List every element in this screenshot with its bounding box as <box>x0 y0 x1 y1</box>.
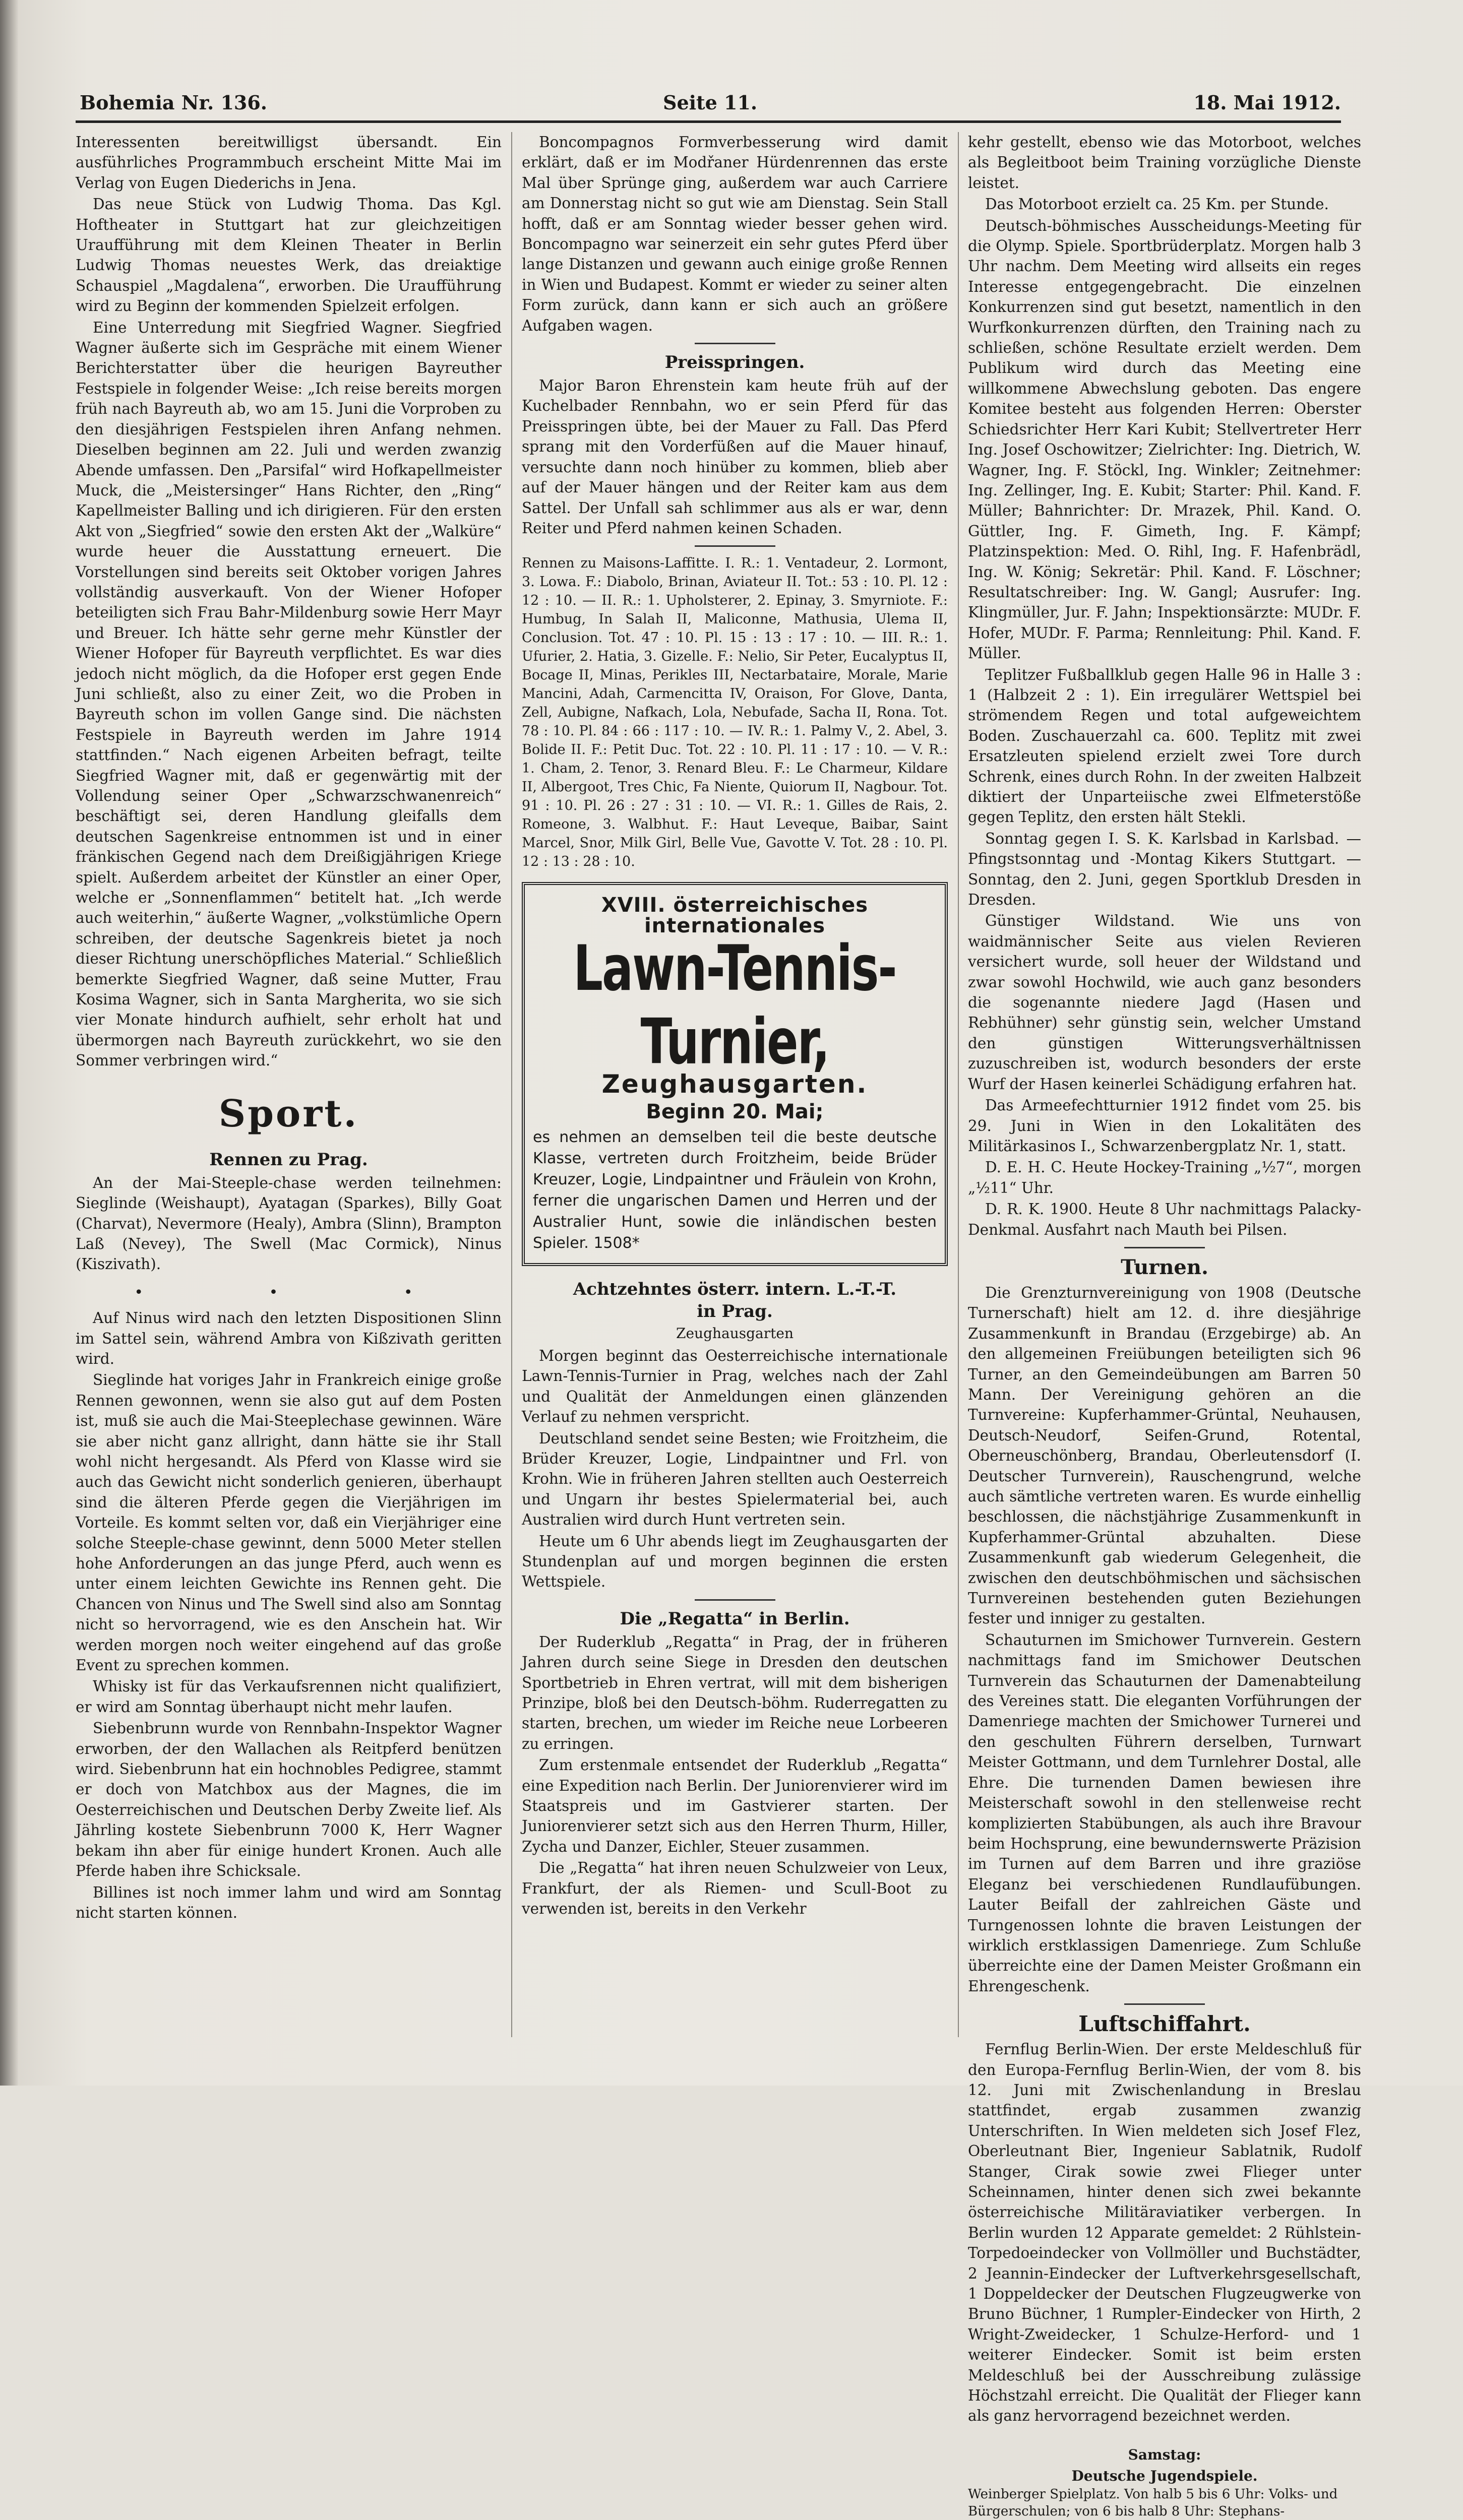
article-siebenbrunn: Siebenbrunn wurde von Rennbahn-Inspektor Wagner erworben, der den Wallachen als Reitpferd benützen wird. Siebenbrunn hat ein hochnobles Pedigree, stammt er doch von Matchbox aus der Magnes, die im Oesterreichischen und Deutschen Derby Zweite lief. Als Jährling kostete Siebenbrunn 7000 K, Herr Wagner bekam ihn aber für einige hundert Kronen. Auch alle Pferde haben ihre Schicksale. <box>76 1720 502 1880</box>
article-ninus: Auf Ninus wird nach den letzten Dispositionen Slinn im Sattel sein, während Ambra von Kißzivath geritten wird. <box>76 1309 502 1367</box>
heading-achtzehntes: Achtzehntes österr. intern. L.-T.-T. <box>573 1279 897 1299</box>
article-whisky: Whisky ist für das Verkaufsrennen nicht qualifiziert, er wird am Sonntag überhaupt nicht mehr laufen. <box>76 1678 502 1716</box>
divider <box>695 545 775 547</box>
divider <box>1124 2003 1205 2005</box>
article-drk: D. R. K. 1900. Heute 8 Uhr nachmittags Palacky-Denkmal. Ausfahrt nach Mauth bei Pilsen. <box>968 1201 1361 1238</box>
article-regatta-1: Der Ruderklub „Regatta“ in Prag, der in früheren Jahren durch seine Siege in Dresden den deutschen Sportbetrieb in Ehren vertrat, will mit dem bisherigen Prinzipe, bloß bei den Deutsch-böhm. Ruderregatten zu starten, brechen, um wieder im Reiche neue Lorbeeren zu erringen. <box>522 1633 948 1752</box>
article-wildstand: Günstiger Wildstand. Wie uns von waidmännischer Seite aus vielen Revieren versichert wurde, soll heuer der Wildstand und zwar sowohl Hochwild, wie auch ganz besonders die sogenannte niedere Jagd (Hasen und Rebhühner) sehr günstig sein, welcher Umstand den günstigen Witterungsverhältnissen zuzuschreiben ist, wodurch besonders der erste Wurf der Hasen keinerlei Schädigung erfahren hat. <box>968 912 1361 1093</box>
article-continuation: Interessenten bereitwilligst übersandt. Ein ausführliches Programmbuch erscheint Mitte Mai im Verlag von Eugen Diederichs in Jena. <box>76 134 502 192</box>
article-regatta-3: Die „Regatta“ hat ihren neuen Schulzweier von Leux, Frankfurt, der als Riemen- und Scull-Boot zu verwenden ist, bereits in den Verkehr <box>522 1859 948 1918</box>
article-boncompagno: Boncompagnos Formverbesserung wird damit erklärt, daß er im Modřaner Hürdenrennen das erste Mal über Sprünge ging, außerdem war auch Carriere am Donnerstag nicht so gut wie am Dienstag. Sein Stall hofft, daß er am Sonntag wieder besser gehen wird. Boncompagno war seinerzeit ein sehr gutes Pferd über lange Distanzen und gewann auch einige große Rennen in Wien und Budapest. Kommt er wieder zu seiner alten Form zurück, dann kann er sich auch an größere Aufgaben wagen. <box>522 134 948 334</box>
column-2 <box>522 132 948 2047</box>
separator-stars: • • • <box>134 1283 473 1301</box>
article-regatta-2: Zum erstenmale entsendet der Ruderklub „Regatta“ eine Expedition nach Berlin. Der Juniorenvierer wird im Staatspreis und im Gastvierer starten. Der Juniorenvierer setzt sich aus den Herren Thurm, Hiller, Zycha und Danzer, Eichler, Steuer zusammen. <box>522 1756 948 1855</box>
article-fussball: Teplitzer Fußballklub gegen Halle 96 in Halle 3 : 1 (Halbzeit 2 : 1). Ein irregulärer Wettspiel bei strömendem Regen und total aufgeweichtem Boden. Zuschauerzahl ca. 600. Teplitz mit zwei Ersatzleuten spielend erzielt zwei Tore durch Schrenk, eines durch Rohn. In der zweiten Halbzeit diktiert der Unparteiische zwei Elfmeterstöße gegen Teplitz, den ersten hält Stekli. <box>968 666 1361 826</box>
binding-edge <box>0 0 18 2086</box>
article-armeefecht: Das Armeefechtturnier 1912 findet vom 25. bis 29. Juni in Wien in den Lokalitäten des Militärkasinos I., Schwarzenbergplatz Nr. 1, statt. <box>968 1097 1361 1155</box>
race-results: Rennen zu Maisons-Laffitte. I. R.: 1. Ventadeur, 2. Lormont, 3. Lowa. F.: Diabolo, Brinan, Aviateur II. Tot.: 53 : 10. Pl. 12 : 12 : 10. — II. R.: 1. Upholsterer, 2. Epinay, 3. Smyrniote. F.: Humbug, In Salah II, Maliconne, Mathusia, Ulema II, Conclusion. Tot. 47 : 10. Pl. 15 : 13 : 17 : 10. — III. R.: 1. Ufurier, 2. Hatia, 3. Gizelle. F.: Nelio, Sir Peter, Eucalyptus II, Bocage II, Minas, Perikles III, Nectarbataire, Morale, Marie Mancini, Adah, Carmencitta IV, Oraison, For Glove, Danta, Zell, Aubigne, Nafkach, Lola, Nebufade, Sacha II, Rona. Tot. 78 : 10. Pl. 84 : 66 : 117 : 10. — IV. R.: 1. Palmy V., 2. Abel, 3. Bolide II. F.: Petit Duc. Tot. 22 : 10. Pl. 11 : 17 : 10. — V. R.: 1. Cham, 2. Tenor, 3. Renard Bleu. F.: Le Charmeur, Kildare II, Albergoot, Tres Chic, Fa Niente, Quiorum II, Nagbour. Tot. 91 : 10. Pl. 26 : 27 : 31 : 10. — VI. R.: 1. Gilles de Rais, 2. Romeone, 3. Walbhut. F.: Haut Leveque, Baibar, Saint Marcel, Snor, Milk Girl, Belle Vue, Gavotte V. Tot. 28 : 10. Pl. 12 : 13 : 28 : 10. <box>522 555 948 870</box>
ad-start: Beginn 20. Mai; <box>646 1100 824 1123</box>
section-title-sport: Sport. <box>218 1092 359 1136</box>
article-tennis-1: Morgen beginnt das Oesterreichische internationale Lawn-Tennis-Turnier in Prag, welches nach der Zahl und Qualität der Anmeldungen einen glänzenden Verlauf zu nehmen verspricht. <box>522 1347 948 1426</box>
article-wagner: Eine Unterredung mit Siegfried Wagner. Siegfried Wagner äußerte sich im Gespräche mit einem Wiener Berichterstatter über die heurigen Bayreuther Festspiele in folgender Weise: „Ich reise bereits morgen früh nach Bayreuth ab, wo am 15. Juni die Vorproben zu den diesjährigen Festspielen ihren Anfang nehmen. Dieselben beginnen am 22. Juli und werden zwanzig Abende umfassen. Den „Parsifal“ wird Hofkapellmeister Muck, die „Meistersinger“ Hans Richter, den „Ring“ Kapellmeister Balling und ich dirigieren. Für den ersten Akt von „Siegfried“ sowie den ersten Akt der „Walküre“ wurde heuer die Ausstattung erneuert. Die Vorstellungen sind bereits seit Oktober vorigen Jahres vollständig ausverkauft. Von der Wiener Hofoper beteiligten sich Frau Bahr-Mildenburg sowie Herr Mayr und Breuer. Ich hätte sehr gerne mehr Künstler der Wiener Hofoper für Bayreuth verpflichtet. Es war dies jedoch nicht möglich, da die Hofoper erst gegen Ende Juni schließt, also zu einer Zeit, wo die Proben in Bayreuth schon im vollen Gange sind. Die nächsten Festspiele in Bayreuth werden im Jahre 1914 stattfinden.“ Nach eigenen Arbeiten befragt, teilte Siegfried Wagner mit, daß er gegenwärtig mit der Vollendung seiner Oper „Schwarzschwanenreich“ beschäftigt sei, deren Handlung gleifalls dem deutschen Sagenkreise entnommen ist und in einer fränkischen Gegend nach dem Dreißigjährigen Kriege spielt. Außerdem arbeitet der Künstler an einer Oper, welche er „Sonnenflammen“ betitelt hat. „Ich werde auch weiterhin,“ äußerte Wagner, „volkstümliche Opern schreiben, der deutsche Sagenkreis bietet ja noch dieser Richtung unerschöpfliches Material.“ Schließlich bemerkte Siegfried Wagner, daß seine Mutter, Frau Kosima Wagner, sich in Santa Margherita, wo sie sich vier Monate hindurch aufhielt, sehr erholt hat und übermorgen nach Bayreuth zurückkehrt, wo sie den Sommer verbringen wird.“ <box>76 319 502 1069</box>
section-title-turnen: Turnen. <box>1121 1255 1208 1279</box>
divider <box>695 1599 775 1601</box>
article-motorboot: kehr gestellt, ebenso wie das Motorboot, welches als Begleitboot beim Training vorzügliche Dienste leistet. <box>968 134 1361 192</box>
heading-preisspringen: Preisspringen. <box>664 352 805 373</box>
subheading-zeughausgarten: Zeughausgarten <box>676 1325 794 1342</box>
column-rule-1 <box>511 132 512 2037</box>
article-billines: Billines ist noch immer lahm und wird am Sonntag nicht starten können. <box>76 1883 502 1921</box>
page-header <box>76 88 1341 123</box>
heading-rennen-prag: Rennen zu Prag. <box>209 1149 368 1170</box>
article-sieglinde: Sieglinde hat voriges Jahr in Frankreich einige große Rennen gewonnen, wenn sie also gut auf dem Posten ist, muß sie auch die Mai-Steeplechase gewinnen. Wäre sie aber nicht ganz allright, dann hätte sie ihr Stall wohl nicht hergesandt. Als Pferd von Klasse wird sie auch das Gewicht nicht sonderlich genieren, überhaupt sind die älteren Pferde gegen die Vierjährigen im Vorteile. Es kommt selten vor, daß ein Vierjähriger eine solche Steeple-chase gewinnt, denn 5000 Meter stellen hohe Anforderungen an das junge Pferd, auch wenn es unter einem leichten Gewichte ins Rennen geht. Die Chancen von Ninus und The Swell sind also am Sonntag nicht so hervorragend, wie es den Anschein hat. Wir werden morgen noch weiter eingehend auf das große Event zu sprechen kommen. <box>76 1371 502 1674</box>
ad-title: Lawn-Tennis-Turnier, <box>573 932 896 1079</box>
article-tennis-3: Heute um 6 Uhr abends liegt im Zeughausgarten der Stundenplan auf und morgen beginnen die ersten Wettspiele. <box>522 1532 948 1591</box>
divider <box>1124 1247 1205 1248</box>
jugendspiele-schedule <box>968 2446 1361 2520</box>
heading-in-prag: in Prag. <box>697 1301 773 1321</box>
ad-text <box>533 1127 937 1254</box>
ad-line-1: XVIII. österreichisches internationales <box>601 894 869 937</box>
article-fernflug: Fernflug Berlin-Wien. Der erste Meldeschluß für den Europa-Fernflug Berlin-Wien, der vom 8. bis 12. Juni mit Zwischenlandung in Breslau stattfindet, ergab zusammen zwanzig Unterschriften. In Wien meldeten sich Josef Flez, Oberleutnant Bier, Ingenieur Sablatnik, Rudolf Stanger, Cirak sowie zwei Flieger unter Scheinnamen, hinter denen sich zwei bekannte österreichische Militäraviatiker verbergen. In Berlin wurden 12 Apparate gemeldet: 2 Rühlstein-Torpedoeindecker von Vollmöller und Buchstädter, 2 Jeannin-Eindecker der Luftverkehrsgesellschaft, 1 Doppeldecker der Deutschen Flugzeugwerke von Bruno Büchner, 1 Rumpler-Eindecker von Hirth, 2 Wright-Zweidecker, 1 Schulze-Herford- und 1 weiterer Eindecker. Somit ist beim ersten Meldeschluß bei der Ausschreibung zulässige Höchstzahl erreicht. Die Qualität der Flieger kann als ganz hervorragend bezeichnet werden. <box>968 2041 1361 2425</box>
article-tennis-2: Deutschland sendet seine Besten; wie Froitzheim, die Brüder Kreuzer, Logie, Lindpaintner und Frl. von Krohn. Wie in früheren Jahren stellten auch Oesterreich und Ungarn ihr bestes Spielermaterial bei, auch Australien wird durch Hunt vertreten sein. <box>522 1429 948 1529</box>
article-motorboot-speed: Das Motorboot erzielt ca. 25 Km. per Stunde. <box>985 196 1329 213</box>
ad-venue: Zeughausgarten. <box>601 1069 868 1099</box>
issue-number: Bohemia Nr. 136. <box>80 91 268 114</box>
article-steeplechase: An der Mai-Steeple-chase werden teilnehmen: Sieglinde (Weishaupt), Ayatagan (Sparkes), Billy Goat (Charvat), Nevermore (Healy), Ambra (Slinn), Brampton Laß (Nevey), The Swell (Mac Cormick), Ninus (Kiszivath). <box>76 1174 502 1273</box>
schedule-day: Samstag: <box>1128 2446 1201 2463</box>
issue-date: 18. Mai 1912. <box>1193 91 1341 114</box>
article-schauturnen: Schauturnen im Smichower Turnverein. Gestern nachmittags fand im Smichower Deutschen Turnverein das Schauturnen der Damenabteilung des Vereines statt. Die eleganten Vorführungen der Damenriege machten der Smichower Turnerei und den geschulten Führern derselben, Turnwart Meister Gottmann, und dem Turnlehrer Dostal, alle Ehre. Die turnenden Damen bewiesen ihre Meisterschaft sowohl in den stellenweise recht komplizierten Stabübungen, als auch ihre Bravour beim Hochsprung, eine bewundernswerte Präzision im Turnen auf dem Barren und ihre graziöse Eleganz bei verschiedenen Rundlaufübungen. Lauter Beifall der zahlreichen Gäste und Turngenossen lohnte die braven Leistungen der wirklich erstklassigen Damenriege. Zum Schluße überreichte eine der Damen Meister Großmann ein Ehrengeschenk. <box>968 1631 1361 1995</box>
schedule-item: Weinberger Spielplatz. Von halb 5 bis 6 Uhr: Volks- und Bürgerschulen; von 6 bis halb 8 Uhr: Stephans- <box>968 2486 1338 2519</box>
column-1 <box>76 132 502 2047</box>
article-grenzturn: Die Grenzturnvereinigung von 1908 (Deutsche Turnerschaft) hielt am 12. d. ihre diesjährige Zusammenkunft in Brandau (Erzgebirge) ab. An den allgemeinen Freiübungen beteiligten sich 96 Turner, an den Gemeindeübungen am Barren 50 Mann. Der Vereinigung gehören an die Turnvereine: Kupferhammer-Grüntal, Neuhausen, Deutsch-Neudorf, Seifen-Grund, Rotental, Oberneuschönberg, Brandau, Oberleutensdorf (I. Deutscher Turnverein), Rauschengrund, welche auch sämtliche vertreten waren. Es wurde einhellig beschlossen, die nächstjährige Zusammenkunft in Kupferhammer-Grüntal abzuhalten. Diese Zusammenkunft gab wiederum Gelegenheit, die zwischen den deutschböhmischen und sächsischen Turnvereinen bestehenden guten Beziehungen fester und inniger zu gestalten. <box>968 1284 1361 1627</box>
article-preisspringen: Major Baron Ehrenstein kam heute früh auf der Kuchelbader Rennbahn, wo er sein Pferd für das Preisspringen übte, bei der Mauer zu Fall. Das Pferd sprang mit den Vorderfüßen auf die Mauer hinauf, versuchte dann noch hinüber zu kommen, blieb aber auf der Mauer hängen und der Reiter kam aus dem Sattel. Der Unfall sah schlimmer aus als er war, denn Reiter und Pferd nahmen keinen Schaden. <box>522 377 948 537</box>
heading-regatta: Die „Regatta“ in Berlin. <box>620 1608 850 1629</box>
advertisement-tennis <box>522 882 948 1266</box>
article-fussball-schedule: Sonntag gegen I. S. K. Karlsbad in Karlsbad. — Pfingstsonntag und -Montag Kikers Stuttgart. — Sonntag, den 2. Juni, gegen Sportklub Dresden in Dresden. <box>968 830 1361 909</box>
column-3 <box>968 132 1361 2519</box>
ad-body: es nehmen an demselben teil die beste deutsche Klasse, vertreten durch Froitzheim, beide Brüder Kreuzer, Logie, Lindpaintner und Fräulein von Krohn, ferner die ungarischen Damen und Herren und der Australier Hunt, sowie die inländischen besten Spieler. <box>533 1128 937 1252</box>
article-thoma: Das neue Stück von Ludwig Thoma. Das Kgl. Hoftheater in Stuttgart hat zur gleichzeitigen Uraufführung mit dem Kleinen Theater in Berlin Ludwig Thomas neuestes Werk, das dreiaktige Schauspiel „Magdalena“, erworben. Die Uraufführung wird zu Beginn der kommenden Spielzeit erfolgen. <box>76 196 502 315</box>
divider <box>695 343 775 344</box>
column-rule-2 <box>958 132 959 2037</box>
article-hockey: D. E. H. C. Heute Hockey-Training „½7“, morgen „½11“ Uhr. <box>968 1159 1361 1196</box>
ad-code: 1508* <box>593 1234 640 1252</box>
page-number: Seite 11. <box>663 91 758 114</box>
section-title-luftschiffahrt: Luftschiffahrt. <box>1078 2011 1251 2037</box>
article-meeting: Deutsch-böhmisches Ausscheidungs-Meeting für die Olymp. Spiele. Sportbrüderplatz. Morgen halb 3 Uhr nachm. Dem Meeting wird allseits ein reges Interesse entgegengebracht. Die einzelnen Konkurrenzen sind gut besetzt, namentlich in den Wurfkonkurrenzen dürften, den Training nach zu schließen, schöne Resultate erzielt werden. Dem Publikum wird durch das Meeting eine willkommene Abwechslung geboten. Das engere Komitee besteht aus folgenden Herren: Oberster Schiedsrichter Herr Kari Kubit; Stellvertreter Herr Ing. Josef Oschowitzer; Zielrichter: Ing. Dietrich, W. Wagner, Ing. F. Stöckl, Ing. Winkler; Zeitnehmer: Ing. Zellinger, Ing. E. Kubit; Starter: Phil. Kand. F. Müller; Bahnrichter: Dr. Mrazek, Phil. Kand. O. Güttler, Ing. F. Gimeth, Ing. F. Kämpf; Platzinspektion: Med. O. Rihl, Ing. F. Hafenbrädl, Ing. W. König; Sekretär: Phil. Kand. F. Löschner; Resultatschreiber: Ing. W. Gangl; Ausrufer: Ing. Klingmüller, Jur. F. Jahn; Inspektionsärzte: MUDr. F. Hofer, MUDr. F. Parma; Rennleitung: Phil. Kand. F. Müller. <box>968 217 1361 662</box>
schedule-title: Deutsche Jugendspiele. <box>1071 2467 1258 2484</box>
